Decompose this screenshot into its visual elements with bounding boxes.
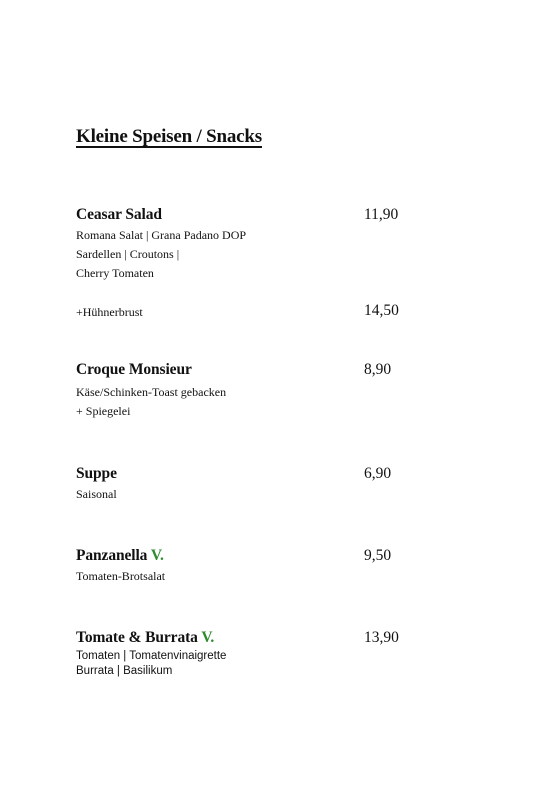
item-name-text: Croque Monsieur <box>76 361 192 378</box>
extra-label: +Hühnerbrust <box>76 305 143 319</box>
item-price: 8,90 <box>364 361 392 378</box>
item-name-text: Ceasar Salad <box>76 206 162 223</box>
item-description-line: Romana Salat | Grana Padano DOP <box>76 228 247 242</box>
item-description-line: Cherry Tomaten <box>76 266 154 280</box>
vegetarian-mark: V. <box>150 547 164 564</box>
item-price: 11,90 <box>364 206 399 223</box>
item-name <box>76 206 162 224</box>
item-price: 13,90 <box>364 629 399 646</box>
item-name-text: Suppe <box>76 465 117 482</box>
item-description-line: Saisonal <box>76 487 117 501</box>
item-description-line: + Spiegelei <box>76 404 131 418</box>
page-title: Kleine Speisen / Snacks <box>76 126 262 147</box>
item-price: 9,50 <box>364 547 392 564</box>
item-name-text: Panzanella <box>76 547 148 564</box>
item-name <box>76 465 117 483</box>
item-name <box>76 629 214 647</box>
item-name <box>76 361 192 379</box>
item-description-line: Tomaten | Tomatenvinaigrette <box>76 650 227 662</box>
item-description-line: Sardellen | Croutons | <box>76 247 180 261</box>
vegetarian-mark: V. <box>201 629 215 646</box>
item-description-line: Käse/Schinken-Toast gebacken <box>76 385 227 399</box>
item-name-text: Tomate & Burrata <box>76 629 198 646</box>
extra-price: 14,50 <box>364 302 399 319</box>
item-description-line: Burrata | Basilikum <box>76 665 173 677</box>
item-description-line: Tomaten-Brotsalat <box>76 569 166 583</box>
item-name <box>76 547 164 565</box>
item-price: 6,90 <box>364 465 392 482</box>
